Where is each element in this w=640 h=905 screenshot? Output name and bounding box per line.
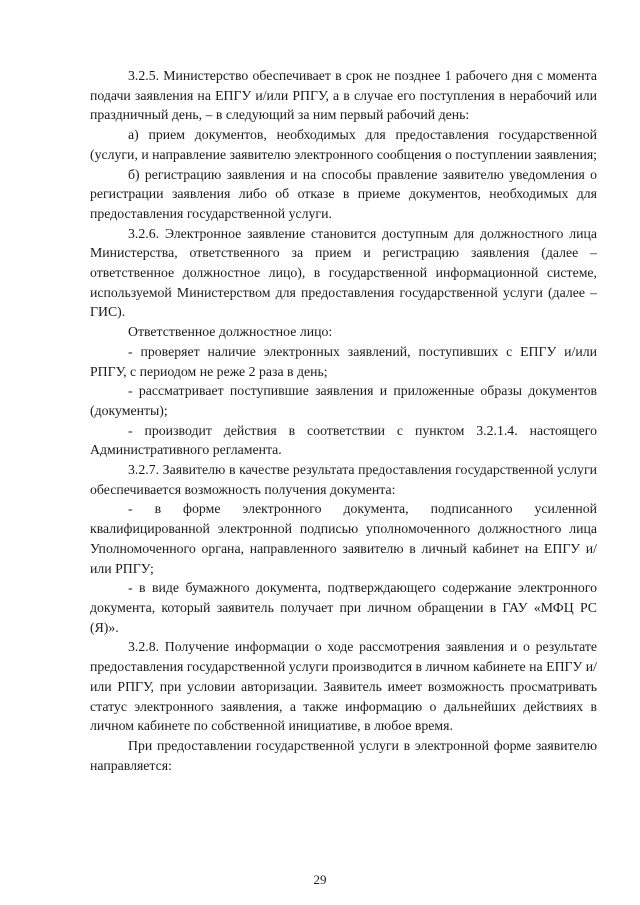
paragraph-responsible-official: Ответственное должностное лицо:: [128, 324, 333, 340]
paragraph-item-a: а) прием документов, необходимых для предоставления государственной (услуги, и направление заявителю электронного сообщения о поступлении заявления;: [90, 127, 598, 162]
paragraph-3-2-6: 3.2.6. Электронное заявление становится доступным для должностного лица Министерства, ответственного за прием и регистрацию заявления (далее – ответственное должностное лицо), в государственной информационной системе, используемой Министерством для предоставления государственной услуги (далее – ГИС).: [90, 225, 597, 320]
list-item-electronic-document: - в форме электронного документа, подписанного усиленной квалифицированной электронной подписью уполномоченного должностного лица Уполномоченного органа, направленного заявителю в личный кабинет на ЕПГУ и/или РПГУ;: [90, 501, 597, 576]
paragraph-3-2-5: 3.2.5. Министерство обеспечивает в срок не позднее 1 рабочего дня с момента подачи заявления на ЕПГУ и/или РПГУ, а в случае его поступления в нерабочий или праздничный день, – в следующий за ним первый рабочий день:: [90, 68, 597, 123]
paragraph-3-2-7: 3.2.7. Заявителю в качестве результата предоставления государственной услуги обеспечивается возможность получения документа:: [90, 462, 597, 497]
paragraph-item-b: б) регистрацию заявления и на способы правление заявителю уведомления о регистрации заявления либо об отказе в приеме документов, необходимых для предоставления государственной услуги.: [90, 166, 597, 221]
page-number: 29: [313, 872, 327, 887]
paragraph-electronic-form: При предоставлении государственной услуги в электронной форме заявителю направляется:: [90, 737, 597, 773]
document-body: [90, 66, 597, 775]
paragraph-3-2-8: 3.2.8. Получение информации о ходе рассмотрения заявления и о результате предоставления государственной услуги производится в личном кабинете на ЕПГУ и/или РПГУ, при условии авторизации. Заявитель имеет возможность просматривать статус электронного заявления, а также информацию о дальнейших действиях в личном кабинете по собственной инициативе, в любое время.: [90, 639, 597, 734]
list-item-checks-applications: - проверяет наличие электронных заявлений, поступивших с ЕПГУ и/или РПГУ, с периодом не реже 2 раза в день;: [90, 343, 597, 379]
list-item-paper-document: - в виде бумажного документа, подтверждающего содержание электронного документа, который заявитель получает при личном обращении в ГАУ «МФЦ РС (Я)».: [90, 580, 597, 635]
list-item-reviews-applications: - рассматривает поступившие заявления и приложенные образы документов (документы);: [90, 383, 597, 418]
list-item-performs-actions: - производит действия в соответствии с пунктом 3.2.1.4. настоящего Административного регламента.: [90, 422, 597, 458]
